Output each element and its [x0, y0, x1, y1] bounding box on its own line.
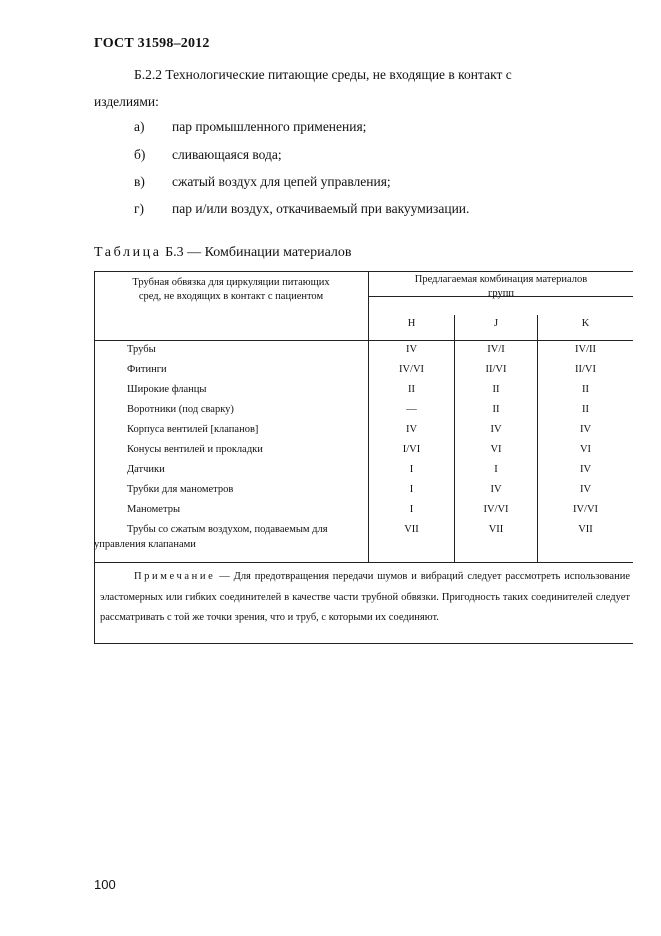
table-caption	[94, 245, 352, 261]
table-caption-label: Таблица	[94, 245, 162, 260]
row-name: Корпуса вентилей [клапанов]	[127, 424, 259, 435]
cell-k: IV	[579, 484, 592, 495]
row-name: Фитинги	[127, 364, 167, 375]
table-body-bottom-rule	[94, 562, 633, 563]
row-name: Трубы со сжатым воздухом, подаваемым для	[127, 524, 328, 535]
cell-j: IV/VI	[483, 504, 509, 515]
cell-h: I	[409, 504, 414, 515]
cell-k: II	[582, 404, 589, 415]
header-text-line: групп	[488, 288, 514, 299]
note-text: — Для предотвращения передачи шумов и вибраций следует рассмотреть использование эластомерных или гибких соединителей в качестве части трубной обвязки. Пригодность таких соединителей следует рассматривать с той же точки зрения, что и труб, с которыми их соединяют.	[100, 571, 630, 623]
cell-h: IV	[405, 424, 418, 435]
cell-j: IV	[490, 424, 502, 435]
column-header-combination	[369, 273, 633, 301]
note-label: Примечание	[134, 571, 216, 582]
cell-j: II/VI	[485, 364, 507, 375]
cell-j: IV/I	[487, 344, 505, 355]
cell-h: I	[409, 484, 414, 495]
cell-k: II	[582, 384, 589, 395]
list-item-text: сжатый воздух для цепей управления;	[172, 174, 391, 189]
cell-h: IV/VI	[398, 364, 425, 375]
cell-k: II/VI	[575, 364, 596, 375]
row-name-continuation: управления клапанами	[94, 539, 196, 550]
list-item-text: пар и/или воздух, откачиваемый при вакуумизации.	[172, 201, 470, 216]
cell-h: I/VI	[402, 444, 421, 455]
list-item-marker: б)	[134, 147, 146, 162]
row-name: Датчики	[127, 464, 165, 475]
cell-j: VI	[490, 444, 502, 455]
row-name: Широкие фланцы	[127, 384, 207, 395]
page-number: 100	[94, 877, 116, 892]
header-text-line: Предлагаемая комбинация материалов	[414, 274, 588, 285]
header-text-line: Трубная обвязка для циркуляции питающих	[132, 277, 330, 288]
list-item-marker: г)	[134, 201, 145, 216]
document-header: ГОСТ 31598–2012	[94, 36, 210, 51]
list-item-text: пар промышленного применения;	[172, 119, 367, 134]
table-bottom-rule	[94, 643, 633, 644]
subheader-j: J	[493, 318, 499, 329]
column-header-piping	[94, 276, 368, 304]
section-lead: Б.2.2 Технологические питающие среды, не входящие в контакт с	[134, 67, 512, 82]
subheader-k: K	[581, 318, 590, 329]
section-lead-continuation: изделиями:	[94, 94, 159, 109]
cell-h: II	[408, 384, 415, 395]
row-name: Воротники (под сварку)	[127, 404, 234, 415]
cell-j: II	[492, 404, 500, 415]
row-name: Трубки для манометров	[127, 484, 234, 495]
cell-j: VII	[488, 524, 504, 535]
row-name: Трубы	[127, 344, 156, 355]
cell-k: IV	[579, 424, 592, 435]
cell-k: IV/VI	[572, 504, 599, 515]
cell-j: II	[492, 384, 500, 395]
table-header-bottom-rule	[94, 340, 633, 341]
cell-k: VI	[579, 444, 592, 455]
table-note	[100, 567, 630, 629]
cell-k: IV/II	[575, 344, 596, 355]
subheader-h: H	[407, 318, 416, 329]
list-item-marker: в)	[134, 174, 145, 189]
cell-j: IV	[490, 484, 502, 495]
cell-h: I	[409, 464, 414, 475]
cell-h: —	[406, 404, 417, 415]
cell-j: I	[494, 464, 498, 475]
cell-k: IV	[579, 464, 592, 475]
materials-table	[94, 271, 633, 644]
list-item-text: сливающаяся вода;	[172, 147, 282, 162]
row-name: Конусы вентилей и прокладки	[127, 444, 263, 455]
cell-h: VII	[404, 524, 419, 535]
header-text-line: сред, не входящих в контакт с пациентом	[138, 291, 324, 302]
table-caption-title: Б.3 — Комбинации материалов	[161, 245, 352, 260]
row-name: Манометры	[127, 504, 180, 515]
cell-k: VII	[578, 524, 593, 535]
cell-h: IV	[405, 344, 418, 355]
list-item-marker: а)	[134, 119, 145, 134]
